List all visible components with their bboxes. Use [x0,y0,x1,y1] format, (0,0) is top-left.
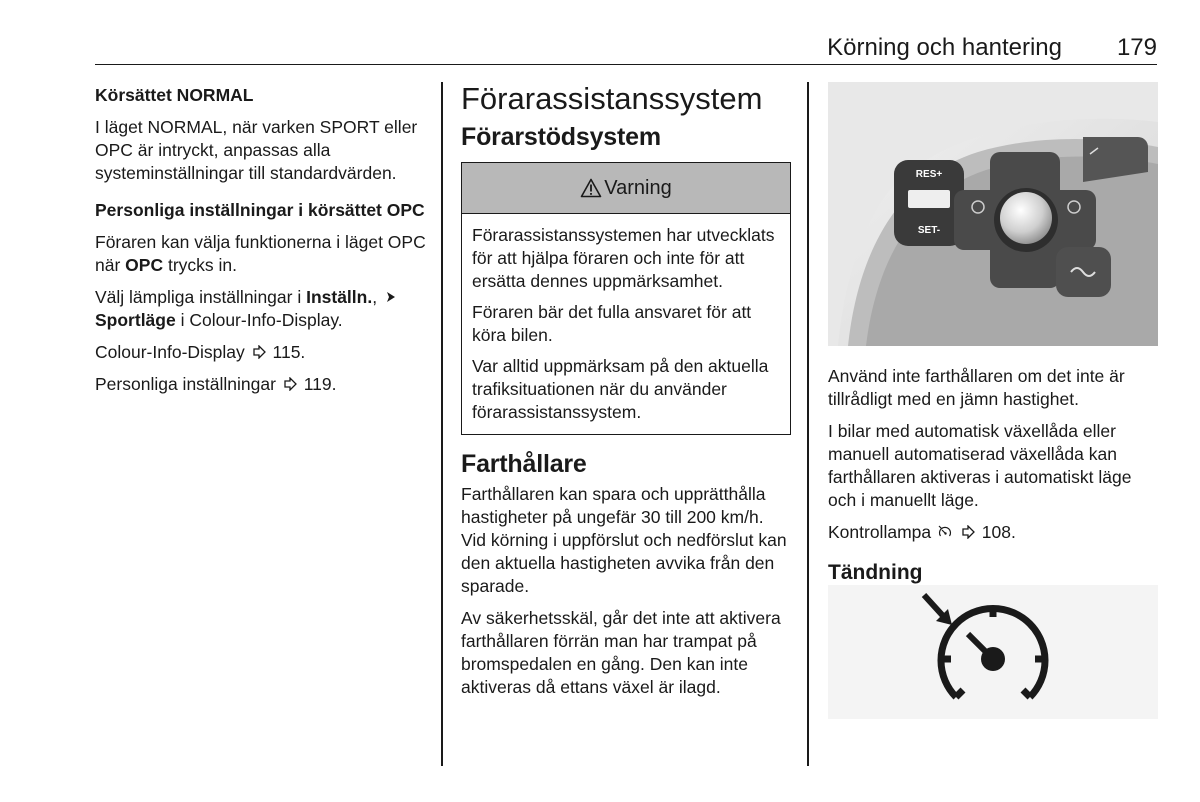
menu-separator: , [372,287,378,307]
paragraph-normal-mode: I läget NORMAL, när varken SPORT eller OPC är intryckt, anpassas alla systeminställningar till standardvärden. [95,117,418,183]
heading-opc-settings: Personliga inställningar i körsättet OPC [95,200,425,220]
opc-text-b: trycks in. [163,255,237,275]
paragraph-cruise-gearbox: I bilar med automatisk växellåda eller manuell automatiserad växellåda kan farthållaren aktiveras i automatiskt läge och i manuellt läge. [828,421,1132,510]
menu-arrow-icon [384,290,398,304]
ref-page: 119. [303,374,337,394]
page-reference-icon [283,377,297,391]
section-title-driver-assistance: Förarassistanssystem [461,81,763,116]
page-header [95,34,1157,65]
page-reference-icon [961,525,975,539]
page-number: 179 [1116,34,1157,61]
ref-text: Personliga inställningar [95,374,276,394]
paragraph-opc-settings [95,231,427,277]
column-divider-2 [807,82,809,766]
ref-page: 115. [272,342,306,362]
set-label: SET- [917,225,941,236]
choose-text-b: i Colour-Info-Display. [175,310,343,330]
ref-text: Kontrollampa [828,522,932,542]
steering-wheel-controls-photo [828,82,1158,346]
warning-label: Varning [604,176,672,199]
warning-paragraph: Var alltid uppmärksam på den aktuella trafiksituationen när du använder förarassistanssystem. [472,356,769,422]
reference-colour-info-display [95,341,427,364]
ref-text: Colour-Info-Display [95,342,245,362]
reference-personal-settings [95,373,427,396]
ref-page: 108. [981,522,1016,542]
warning-box [461,162,791,435]
heading-normal-mode: Körsättet NORMAL [95,85,254,105]
section-title-cruise-control: Farthållare [461,450,587,478]
subsection-title-driver-support: Förarstödsystem [461,123,661,151]
paragraph-cruise-safety: Av säkerhetsskäl, går det inte att aktivera farthållaren förrän man har trampat på bromspedalen en gång. Den kan inte aktiveras då ettans växel är ilagd. [461,608,781,697]
left-column [95,84,427,405]
opc-bold: OPC [125,255,164,275]
cruise-indicator-icon [938,525,952,539]
warning-body [462,214,790,434]
warning-header [462,163,790,214]
choose-text-a: Välj lämpliga inställningar i [95,287,307,307]
right-column [828,365,1158,594]
paragraph-choose-settings [95,286,427,332]
section-title-ignition: Tändning [828,561,923,584]
menu-sport-mode: Sportläge [95,310,176,330]
middle-column [461,80,791,708]
menu-settings: Inställn. [306,287,373,307]
chapter-title: Körning och hantering [827,34,1062,61]
warning-triangle-icon [580,178,602,198]
warning-paragraph: Föraren bär det fulla ansvaret för att köra bilen. [472,302,752,345]
paragraph-cruise-speed: Farthållaren kan spara och upprätthålla hastigheter på ungefär 30 till 200 km/h. Vid körning i uppförslut och nedförslut kan den aktuella hastigheten avvika från den sparade. [461,484,787,596]
paragraph-cruise-advice: Använd inte farthållaren om det inte är tillrådligt med en jämn hastighet. [828,366,1125,409]
cruise-control-speedometer-icon [828,585,1158,719]
warning-paragraph: Förarassistanssystemen har utvecklats för att hjälpa föraren och inte för att ersätta dennes uppmärksamhet. [472,225,775,291]
reference-indicator-lamp [828,521,1158,544]
page-reference-icon [252,345,266,359]
opc-text-a: Föraren kan välja funktionerna i läget OPC när [95,232,426,275]
res-label: RES+ [915,169,943,180]
column-divider-1 [441,82,443,766]
